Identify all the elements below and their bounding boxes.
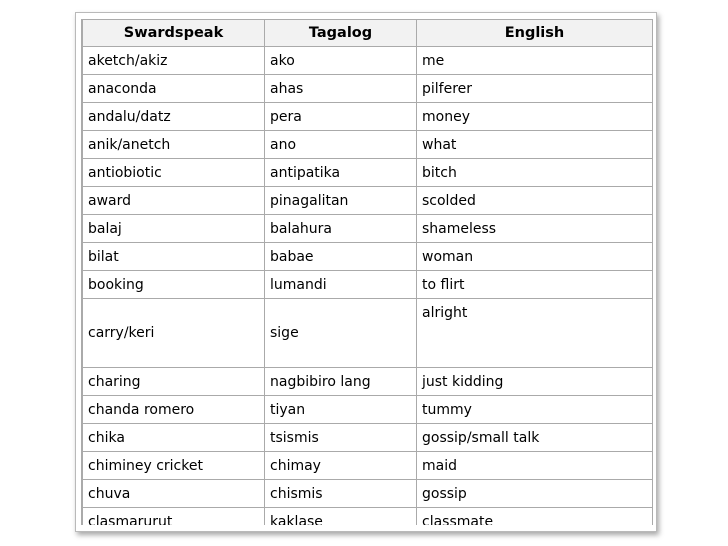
table-row [83, 159, 653, 187]
cell-english: gossip/small talk [417, 424, 653, 452]
cell-english: gossip [417, 480, 653, 508]
cell-english: classmate [417, 508, 653, 526]
cell-tagalog: kaklase [265, 508, 417, 526]
cell-tagalog: ahas [265, 75, 417, 103]
cell-english: money [417, 103, 653, 131]
cell-english: alright [417, 299, 653, 368]
table-row [83, 75, 653, 103]
cell-swardspeak: chuva [83, 480, 265, 508]
cell-tagalog: babae [265, 243, 417, 271]
table-row [83, 131, 653, 159]
table-row [83, 103, 653, 131]
cell-swardspeak: bilat [83, 243, 265, 271]
cell-swardspeak: anaconda [83, 75, 265, 103]
cell-swardspeak: charing [83, 368, 265, 396]
table-row [83, 243, 653, 271]
cell-swardspeak: chanda romero [83, 396, 265, 424]
table-row [83, 271, 653, 299]
cell-tagalog: tsismis [265, 424, 417, 452]
cell-english: shameless [417, 215, 653, 243]
table-row [83, 424, 653, 452]
cell-tagalog: balahura [265, 215, 417, 243]
cell-swardspeak: award [83, 187, 265, 215]
cell-english: just kidding [417, 368, 653, 396]
cell-swardspeak: aketch/akiz [83, 47, 265, 75]
cell-english: pilferer [417, 75, 653, 103]
cell-english: bitch [417, 159, 653, 187]
slide-frame [75, 12, 657, 532]
cell-tagalog: ano [265, 131, 417, 159]
cell-tagalog: sige [265, 299, 417, 368]
table-container [81, 19, 653, 525]
cell-tagalog: tiyan [265, 396, 417, 424]
table-row [83, 47, 653, 75]
cell-tagalog: antipatika [265, 159, 417, 187]
cell-english: me [417, 47, 653, 75]
vocabulary-table [82, 19, 653, 525]
cell-tagalog: nagbibiro lang [265, 368, 417, 396]
header-row [83, 20, 653, 47]
header-english: English [417, 20, 653, 47]
cell-english: tummy [417, 396, 653, 424]
cell-swardspeak: chika [83, 424, 265, 452]
table-row [83, 215, 653, 243]
cell-tagalog: chismis [265, 480, 417, 508]
table-row [83, 452, 653, 480]
cell-english: scolded [417, 187, 653, 215]
header-swardspeak: Swardspeak [83, 20, 265, 47]
cell-swardspeak: carry/keri [83, 299, 265, 368]
cell-tagalog: lumandi [265, 271, 417, 299]
cell-english: to flirt [417, 271, 653, 299]
cell-english: what [417, 131, 653, 159]
cell-tagalog: pinagalitan [265, 187, 417, 215]
table-row [83, 480, 653, 508]
table-row [83, 187, 653, 215]
cell-swardspeak: andalu/datz [83, 103, 265, 131]
table-row [83, 368, 653, 396]
cell-tagalog: pera [265, 103, 417, 131]
header-tagalog: Tagalog [265, 20, 417, 47]
cell-swardspeak: anik/anetch [83, 131, 265, 159]
cell-tagalog: ako [265, 47, 417, 75]
cell-english: woman [417, 243, 653, 271]
table-row [83, 299, 653, 368]
cell-swardspeak: clasmarurut [83, 508, 265, 526]
table-row [83, 396, 653, 424]
cell-tagalog: chimay [265, 452, 417, 480]
cell-swardspeak: booking [83, 271, 265, 299]
cell-english: maid [417, 452, 653, 480]
cell-swardspeak: balaj [83, 215, 265, 243]
table-row [83, 508, 653, 526]
cell-swardspeak: chiminey cricket [83, 452, 265, 480]
cell-swardspeak: antiobiotic [83, 159, 265, 187]
